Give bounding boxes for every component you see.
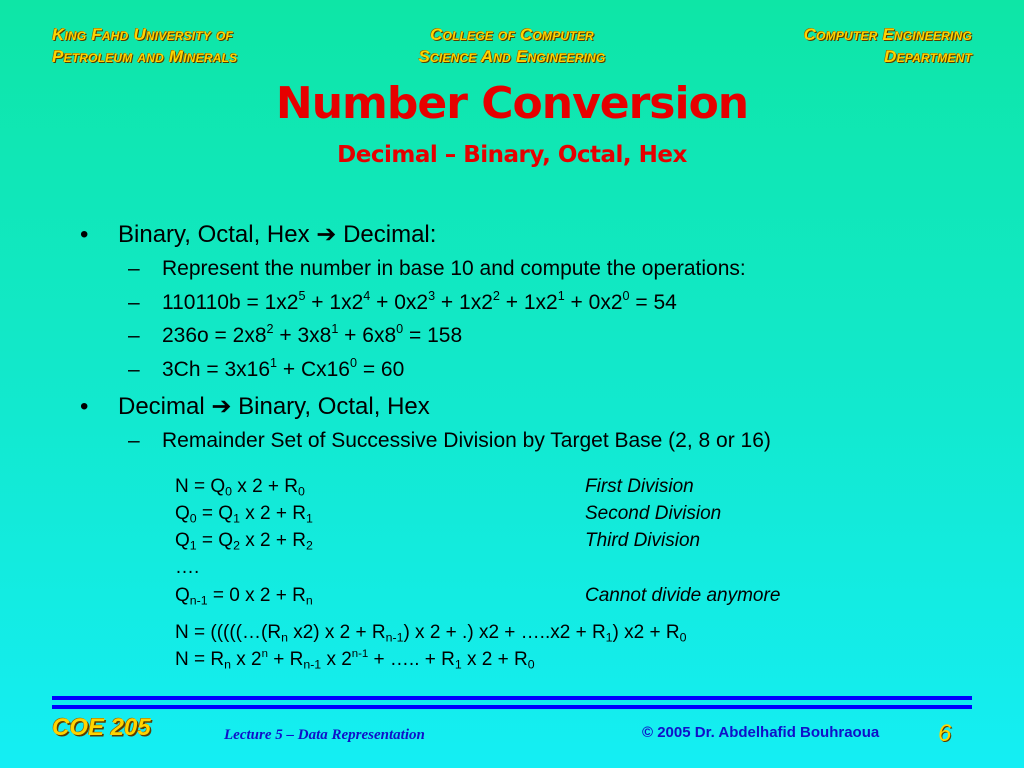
subscript: 2: [305, 538, 313, 553]
sub-bullet-octal-example: [128, 324, 462, 348]
subscript: 0: [189, 511, 197, 526]
subscript: 0: [527, 657, 535, 672]
footer-rule-bottom: [52, 705, 972, 709]
exponent: 1: [270, 356, 278, 371]
exponent: 2: [266, 322, 274, 337]
expr-part: Q: [175, 503, 190, 524]
sub-bullet-represent: [128, 257, 746, 281]
bullet-marker: •: [80, 221, 89, 248]
expr-part: + 6x8: [338, 324, 397, 347]
exponent: n: [261, 648, 268, 661]
expr-part: = Q: [196, 503, 234, 524]
division-row-2: [175, 503, 313, 525]
expr-part: + R: [267, 649, 304, 670]
header-university-line1: King Fahd University of: [52, 25, 234, 44]
bullet-label: Binary, Octal, Hex: [118, 221, 310, 248]
footer-copyright: © 2005 Dr. Abdelhafid Bouhraoua: [642, 724, 880, 741]
expr-part: N = R: [175, 649, 225, 670]
dash-marker: –: [128, 358, 140, 381]
expr-part: + 1x2: [435, 291, 493, 314]
expr-part: 110110b = 1x2: [162, 291, 299, 314]
dash-marker: –: [128, 429, 140, 452]
footer-rule-top: [52, 696, 972, 700]
division-note-3: Third Division: [585, 530, 701, 551]
exponent: 0: [622, 289, 630, 304]
page-number: 6: [938, 720, 952, 747]
bullet-marker: •: [80, 393, 89, 420]
subscript: 1: [605, 630, 613, 645]
subscript: 0: [298, 484, 305, 499]
expr-part: = 54: [629, 291, 677, 314]
expr-part: + ….. + R: [368, 649, 455, 670]
division-row-3: [175, 530, 313, 552]
expr-part: x 2 + R: [239, 530, 306, 551]
division-note-last: Cannot divide anymore: [585, 585, 781, 606]
subscript: n: [224, 657, 231, 672]
exponent: 5: [298, 289, 306, 304]
bullet-target: Decimal:: [343, 221, 437, 248]
expr-part: ) x2 + R: [612, 622, 680, 643]
expr-part: x 2 + R: [461, 649, 528, 670]
dash-marker: –: [128, 257, 140, 280]
subscript: n-1: [385, 630, 404, 645]
expr-part: Q: [175, 530, 190, 551]
expr-part: = 158: [403, 324, 463, 347]
expr-part: ….: [175, 557, 200, 578]
bullet-target: Binary, Octal, Hex: [238, 393, 430, 420]
footer-course-code: COE 205: [52, 714, 151, 741]
sub-bullet-hex-example: [128, 358, 404, 382]
slide-title: Number Conversion: [275, 78, 749, 129]
exponent: 0: [396, 322, 404, 337]
expr-part: x 2 + R: [232, 476, 299, 497]
division-note-2: Second Division: [585, 503, 722, 524]
subscript: 1: [189, 538, 197, 553]
header-department: [804, 24, 972, 68]
expr-part: + 1x2: [305, 291, 364, 314]
exponent: 1: [557, 289, 565, 304]
subscript: 0: [679, 630, 687, 645]
header-department-line1: Computer Engineering: [803, 25, 972, 44]
formula-nested: [175, 622, 686, 644]
expr-part: + 0x2: [564, 291, 623, 314]
expr-part: x 2: [321, 649, 352, 670]
division-row-1: [175, 476, 305, 498]
sub-bullet-text: Represent the number in base 10 and compute the operations:: [162, 257, 746, 280]
exponent: 2: [492, 289, 500, 304]
bullet-from-decimal: [80, 392, 430, 421]
slide-subtitle: Decimal – Binary, Octal, Hex: [337, 142, 687, 168]
header-college-line2: Science And Engineering: [418, 47, 606, 66]
arrow-right-icon: ➔: [316, 221, 337, 248]
expr-part: = Q: [196, 530, 234, 551]
expr-part: N = Q: [175, 476, 226, 497]
expr-part: x 2 + R: [239, 503, 306, 524]
header-department-line2: Department: [884, 47, 972, 66]
expr-part: + 1x2: [499, 291, 558, 314]
dash-marker: –: [128, 324, 140, 347]
expr-part: = 60: [357, 358, 405, 381]
exponent: 0: [349, 356, 357, 371]
division-row-ellipsis: [175, 557, 199, 579]
expr-part: 3Ch = 3x16: [162, 358, 270, 381]
arrow-right-icon: ➔: [211, 393, 232, 420]
bullet-label: Decimal: [118, 393, 205, 420]
expr-part: ) x 2 + .) x2 + …..x2 + R: [403, 622, 606, 643]
sub-bullet-remainder: [128, 429, 771, 453]
exponent: 4: [363, 289, 371, 304]
header-university-line2: Petroleum and Minerals: [52, 47, 238, 66]
exponent: n-1: [351, 648, 369, 661]
subscript: 0: [225, 484, 233, 499]
expr-part: 236o = 2x8: [162, 324, 267, 347]
footer-lecture-title: Lecture 5 – Data Representation: [224, 727, 425, 743]
subscript: 1: [305, 511, 313, 526]
division-row-last: [175, 585, 313, 607]
exponent: 1: [331, 322, 339, 337]
expr-part: + Cx16: [277, 358, 350, 381]
expr-part: = 0 x 2 + R: [207, 585, 306, 606]
header-college-line1: College of Computer: [430, 25, 594, 44]
expr-part: Q: [175, 585, 190, 606]
sub-bullet-binary-example: [128, 291, 677, 315]
subscript: n: [305, 593, 313, 608]
formula-expanded: [175, 649, 535, 671]
expr-part: x2) x 2 + R: [287, 622, 386, 643]
subscript: 1: [233, 511, 240, 526]
dash-marker: –: [128, 291, 140, 314]
subscript: n-1: [189, 593, 208, 608]
expr-part: + 3x8: [273, 324, 332, 347]
subscript: n: [281, 630, 288, 645]
bullet-to-decimal: [80, 220, 436, 249]
subscript: 1: [454, 657, 462, 672]
exponent: 3: [428, 289, 436, 304]
expr-part: N = (((((…(R: [175, 622, 282, 643]
sub-bullet-text: Remainder Set of Successive Division by Target Base (2, 8 or 16): [162, 429, 771, 452]
subscript: n-1: [303, 657, 322, 672]
division-note-1: First Division: [585, 476, 694, 497]
expr-part: x 2: [230, 649, 262, 670]
subscript: 2: [233, 538, 240, 553]
expr-part: + 0x2: [370, 291, 429, 314]
